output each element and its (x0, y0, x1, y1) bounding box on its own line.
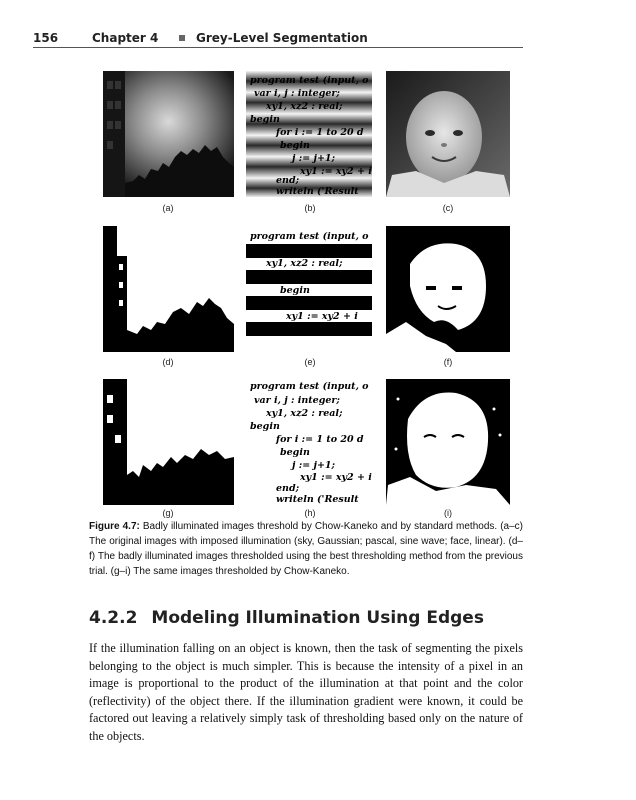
page-number: 156 (33, 31, 59, 45)
caption-h: (h) (304, 508, 316, 518)
hw-h-line10: writeln ('Result (276, 494, 359, 505)
caption-d: (d) (162, 357, 174, 367)
hw-b-line5: for i := 1 to 20 d (276, 127, 364, 138)
caption-a: (a) (162, 203, 174, 213)
caption-e: (e) (304, 357, 316, 367)
hw-h-line9: end; (276, 483, 300, 494)
figure-a-sky-original (103, 71, 234, 197)
running-header (33, 30, 523, 48)
body-paragraph: If the illumination falling on an object is known, then the task of segmenting the pixels belonging to the object is much simpler. This is because the intensity of a pixel in an image is proportional to the product of the illumination at that point and the color (reflectivity) of the object there. If the illumination gradient were known, it could be factored out leaving a relatively simply task of thresholding based only on the nature of the objects. (89, 641, 523, 743)
figure-label: Figure 4.7: (89, 521, 140, 532)
caption-b: (b) (304, 203, 316, 213)
hw-b-line8: xy1 := xy2 + i (300, 166, 372, 177)
caption-g: (g) (162, 508, 174, 518)
header-separator-square (179, 35, 185, 41)
hw-b-line6: begin (280, 140, 310, 151)
figure-b-pascal-original (246, 71, 372, 197)
hw-b-line3: xy1, xz2 : real; (266, 101, 343, 112)
figure-caption (89, 519, 523, 579)
chapter-title: Grey-Level Segmentation (196, 31, 368, 45)
hw-e-line8: xy1 := xy2 + i (286, 311, 358, 322)
caption-c: (c) (442, 203, 454, 213)
caption-f: (f) (443, 357, 453, 367)
hw-h-line6: begin (280, 447, 310, 458)
figure-c-face-original (386, 71, 510, 197)
hw-e-line3: xy1, xz2 : real; (266, 258, 343, 269)
figure-g-sky-chow-kaneko (103, 379, 234, 505)
hw-h-line4: begin (250, 421, 280, 432)
figure-caption-text: Badly illuminated images threshold by Chow-Kaneko and by standard methods. (a–c) The original images with imposed illumination (sky, Gaussian; pascal, sine wave; face, linear). (d–f) The badly illuminated images thresholded using the best thresholding method from the previous trial. (g–i) The same images thresholded by Chow-Kaneko. (89, 521, 523, 577)
chapter-label: Chapter 4 (92, 31, 159, 45)
section-heading (89, 608, 484, 628)
hw-b-line7: j := j+1; (292, 153, 336, 164)
figure-i-face-chow-kaneko (386, 379, 510, 505)
hw-h-line5: for i := 1 to 20 d (276, 434, 364, 445)
hw-b-line1: program test (input, o (250, 75, 369, 86)
figure-e-pascal-threshold (246, 226, 372, 352)
hw-e-line1: program test (input, o (250, 231, 369, 242)
hw-e-line6: begin (280, 285, 310, 296)
hw-b-line4: begin (250, 114, 280, 125)
hw-h-line1: program test (input, o (250, 381, 369, 392)
hw-h-line2: var i, j : integer; (254, 395, 340, 406)
hw-b-line9: end; (276, 175, 300, 186)
figure-h-pascal-chow-kaneko (246, 379, 372, 505)
hw-h-line8: xy1 := xy2 + i (300, 472, 372, 483)
hw-h-line7: j := j+1; (292, 460, 336, 471)
figure-d-sky-threshold (103, 226, 234, 352)
hw-b-line2: var i, j : integer; (254, 88, 340, 99)
figure-f-face-threshold (386, 226, 510, 352)
hw-h-line3: xy1, xz2 : real; (266, 408, 343, 419)
caption-i: (i) (444, 508, 452, 518)
section-title: Modeling Illumination Using Edges (151, 608, 484, 628)
section-number: 4.2.2 (89, 608, 138, 628)
hw-b-line10: writeln ('Result (276, 186, 359, 197)
